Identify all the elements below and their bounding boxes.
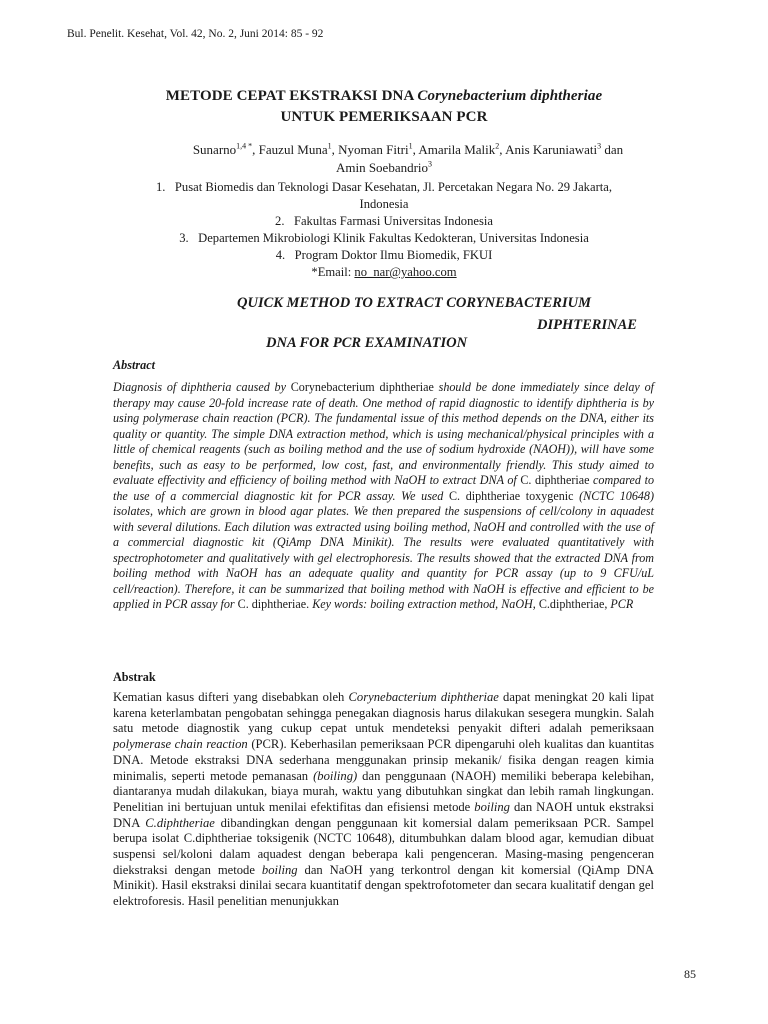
affiliation-text: Pusat Biomedis dan Teknologi Dasar Kesehatan, Jl. Percetakan Negara No. 29 Jakarta, — [174, 180, 612, 194]
affiliation-text: Fakultas Farmasi Universitas Indonesia — [293, 214, 493, 228]
english-title-line1: QUICK METHOD TO EXTRACT CORYNEBACTERIUM — [237, 295, 591, 311]
abstract-emphasis: Corynebacterium diphtheriae — [290, 380, 434, 394]
abstract-emphasis: C.diphtheriae, — [538, 597, 608, 611]
abstract-text: (PCR). Keberhasilan pemeriksaan PCR dipengaruhi oleh kualitas dan kuantitas DNA. Metode ekstraksi DNA sederhana menggunakan prinsip mekanik/ fisika dengan reagen kimia minimalis, seperti metode pemanasan — [113, 737, 654, 783]
abstract-text: Kematian kasus difteri yang disebabkan oleh — [113, 690, 349, 704]
affiliation-3 — [0, 230, 768, 247]
english-title-line2: DIPHTERINAE — [537, 317, 637, 333]
author-sep: , — [499, 142, 506, 157]
title-species: Corynebacterium diphtheriae — [417, 88, 603, 104]
abstract-emphasis: Corynebacterium diphtheriae — [348, 690, 499, 704]
affiliations — [0, 179, 768, 281]
abstract-text: PCR — [607, 597, 634, 611]
author-sep: , — [412, 142, 419, 157]
affiliation-number: 1. — [156, 180, 166, 194]
author-line-2 — [0, 159, 768, 177]
abstract-emphasis: boiling — [261, 862, 298, 877]
author-sep: , — [331, 142, 339, 157]
abstract-emphasis: C. diphtheriae. — [237, 597, 310, 611]
abstract-text: dan NaOH yang terkontrol dengan kit komersial (QiAmp DNA Minikit). Hasil ekstraksi dinilai secara kuantitatif dengan spektrofotometer dan secara kualitatif dengan gel elektroforesis. Hasil penelitian menunjukkan — [113, 862, 654, 909]
affiliation-1 — [0, 179, 768, 196]
affiliation-4 — [0, 247, 768, 264]
abstract-text: should be done immediately since delay of therapy may cause 20-fold increase rate of death. One method of rapid diagnostic to identify diphtheria is by using polymerase chain reaction (PCR). The fundamental issue of this method depends on the DNA, either its quality or quantity. The simple DNA extraction method, which is using mechanical/physical principles with a little of chemical reagents (such as boiling method and the use of sodium hydroxide (NAOH)), will have some benefits, such as easy to be performed, low cost, fast, and environmentally friendly. This study aimed to evaluate effectivity and efficiency of boiling method with NaOH to extract DNA of — [113, 380, 654, 487]
abstract-heading: Abstract — [113, 358, 155, 372]
abstract-emphasis: (boiling) — [313, 768, 358, 783]
abstrak-heading: Abstrak — [113, 670, 156, 684]
affiliation-text: Program Doktor Ilmu Biomedik, FKUI — [294, 248, 493, 262]
author-mark: 3 — [428, 159, 433, 169]
author-name: Amin Soebandrio — [335, 160, 429, 175]
email-link[interactable]: no_nar@yahoo.com — [354, 265, 457, 279]
abstract-emphasis: boiling — [474, 799, 510, 814]
paper-title-line2: UNTUK PEMERIKSAAN PCR — [280, 109, 488, 125]
abstract-emphasis: polymerase chain reaction — [113, 737, 248, 752]
abstract-text: (NCTC 10648) isolates, which are grown in blood agar plates. We then prepared the suspensions of cell/colony in aquadest with several dilutions. Each dilution was extracted using boiling method, NaOH and controlled with the use of a commercial diagnostic kit (QiAmp DNA Minikit). The results were evaluated quantitatively with spectrophotometer and qualitatively with gel electrophoresis. The results showed that the extracted DNA from boiling method with NaOH has an adequate quality and quantity for PCR assay (up to 9 CFU/uL cell/reaction). Therefore, it can be summarized that boiling method with NaOH is effective and efficient to be applied in PCR assay for — [113, 488, 654, 611]
author-name: Fauzul Muna — [258, 142, 328, 157]
abstract-text: Key words: boiling extraction method, NaOH, — [309, 597, 539, 611]
abstract-indonesian — [113, 690, 654, 910]
affiliation-text: Departemen Mikrobiologi Klinik Fakultas Kedokteran, Universitas Indonesia — [198, 231, 589, 245]
abstract-text: dibandingkan dengan penggunaan kit komersial dalam pemeriksaan PCR. Sampel berupa isolat C.diphtheriae toksigenik (NCTC 10648), ditumbuhkan dalam blood agar, kemudian dibuat suspensi sel/koloni dalam aquadest dengan beberapa kali pengenceran. Masing-masing pengenceran diekstraksi dengan metode — [113, 815, 654, 877]
title-prefix: METODE CEPAT EKSTRAKSI DNA — [165, 88, 418, 104]
affiliation-2 — [0, 213, 768, 230]
paper-title — [0, 88, 768, 105]
affiliation-number: 4. — [275, 248, 286, 262]
author-mark: 1 — [327, 141, 332, 151]
author-and: dan — [601, 142, 624, 157]
abstract-english — [113, 380, 654, 613]
author-line-1 — [0, 141, 768, 159]
author-name: Amarila Malik — [418, 142, 496, 157]
author-sep: , — [252, 142, 259, 157]
running-head: Bul. Penelit. Kesehat, Vol. 42, No. 2, Juni 2014: 85 - 92 — [67, 28, 324, 40]
affiliation-number: 2. — [275, 214, 285, 228]
abstract-emphasis: C. diphtheriae toxygenic — [448, 488, 574, 503]
page-number: 85 — [684, 967, 696, 981]
abstract-emphasis: C. diphtheriae — [520, 473, 590, 487]
author-name: Nyoman Fitri — [338, 142, 409, 157]
abstract-text: dapat meningkat 20 kali lipat karena keterlambatan pengobatan sehingga penegakan diagnosis harus dilakukan sesegera mungkin. Salah satu metode diagnostik yang cukup cepat untuk mendeteksi penyakit difteri adalah pemeriksaan — [113, 690, 654, 736]
abstract-text: Diagnosis of diphtheria caused by — [113, 380, 291, 394]
author-name: Sunarno — [192, 142, 237, 157]
abstract-text: dan penggunaan (NAOH) memiliki beberapa kelebihan, diantaranya mudah dilakukan, biaya murah, waktu yang dibutuhkan singkat dan lebih ramah lingkungan. Penelitian ini bertujuan untuk menilai efektifitas dan efisiensi metode — [113, 768, 654, 814]
affiliation-1-cont: Indonesia — [359, 197, 409, 211]
author-mark: 2 — [495, 141, 500, 151]
affiliation-number: 3. — [179, 231, 189, 245]
email-label: *Email: — [311, 265, 355, 279]
author-mark: 1 — [408, 141, 413, 151]
email-line — [0, 264, 768, 281]
abstract-emphasis: C.diphtheriae — [145, 815, 215, 830]
author-list — [0, 141, 768, 177]
english-title-line3: DNA FOR PCR EXAMINATION — [266, 335, 468, 351]
author-mark: 3 — [597, 141, 602, 151]
author-name: Anis Karuniawati — [505, 142, 598, 157]
author-mark: 1,4 * — [236, 141, 253, 151]
abstract-text: dan NAOH untuk ekstraksi DNA — [113, 799, 654, 830]
abstract-text: compared to the use of a commercial diagnostic kit for PCR assay. We used — [113, 473, 654, 503]
